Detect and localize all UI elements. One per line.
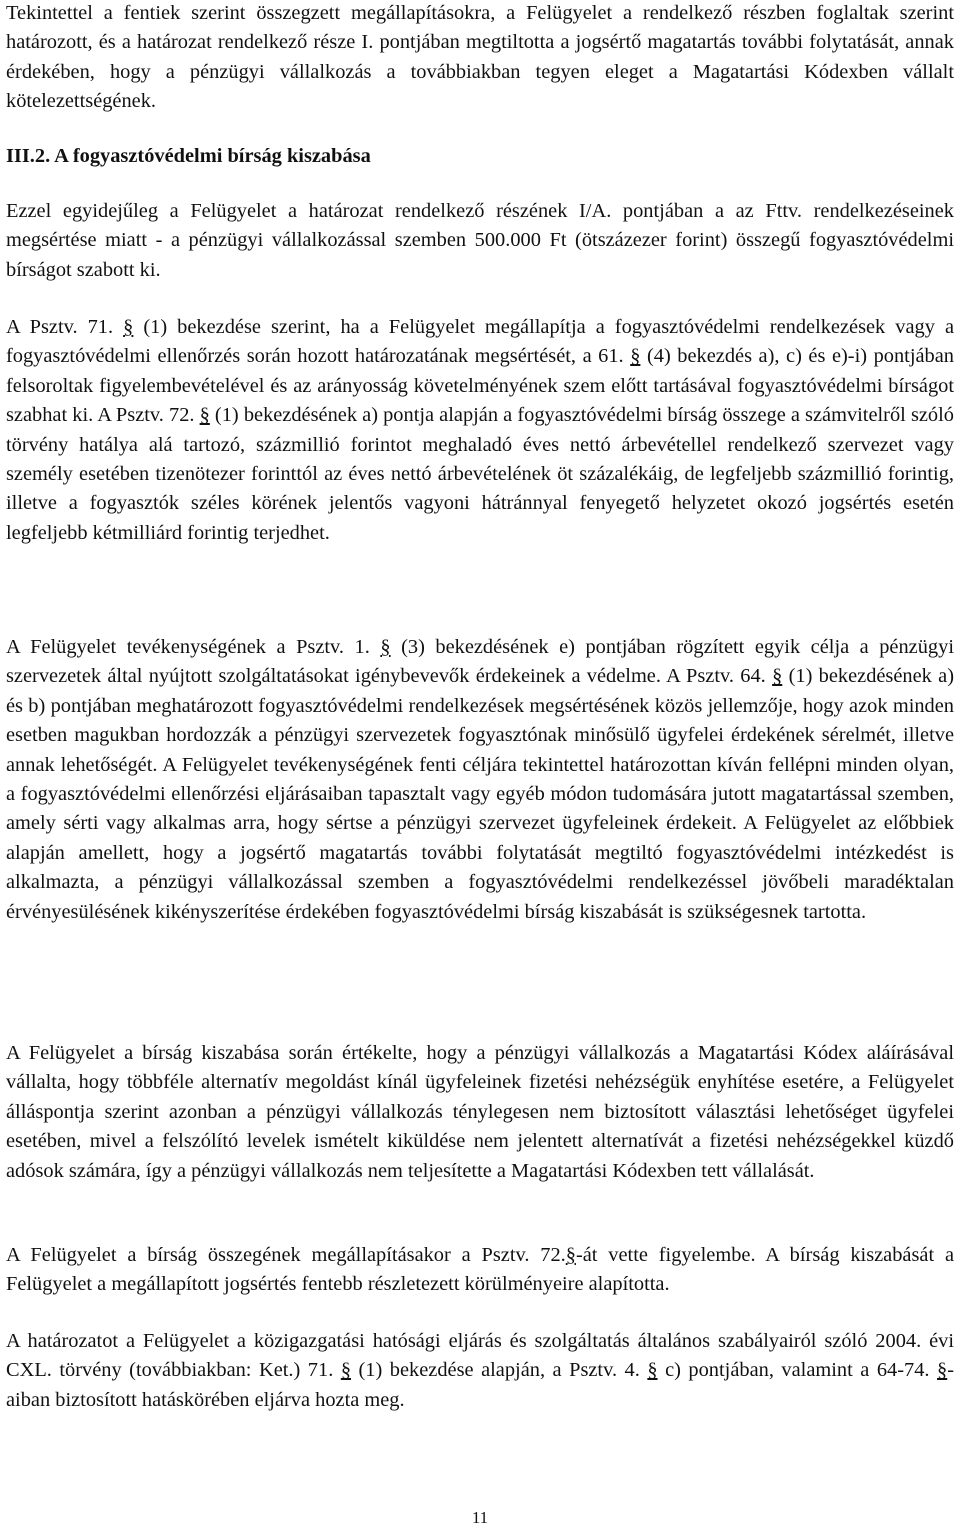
section-sign: § (380, 636, 391, 658)
section-sign: § (937, 1359, 948, 1382)
paragraph-legal-basis: A Psztv. 71. § (1) bekezdése szerint, ha a Felügyelet megállapítja a fogyasztóvédelmi rendelkezések vagy a fogyasztóvédelmi ellenőrzés során hozott határozatának megsértését, a 61. § (4) bekezdés a), c) és e)-i) pontjában felsoroltak figyelembevételével és az arányosság követelményének szem előtt tartásával fogyasztóvédelmi bírságot szabhat ki. A Psztv. 72. § (1) bekezdésének a) pontja alapján a fogyasztóvédelmi bírság összege a számvitelről szóló törvény hatálya alá tartozó, százmillió forintot meghaladó éves nettó árbevétellel rendelkező szervezet vagy személy esetében tizenötezer forinttól az éves nettó árbevételének öt százalékáig, de legfeljebb százmillió forintig, illetve a fogyasztók széles körének jelentős vagyoni hátránnyal fenyegető helyzetet okozó jogsértés esetén legfeljebb kétmilliárd forintig terjedhet. (6, 316, 955, 544)
section-sign: § (647, 1359, 658, 1382)
paragraph-amount: A Felügyelet a bírság összegének megállapításakor a Psztv. 72.§-át vette figyelembe. A bírság kiszabását a Felügyelet a megállapított jogsértés fentebb részletezett körülményeire alapította. (6, 1244, 954, 1296)
section-sign: § (565, 1244, 576, 1266)
section-sign: § (630, 345, 641, 368)
paragraph-intro: Tekintettel a fentiek szerint összegzett megállapításokra, a Felügyelet a rendelkező részben foglaltak szerint határozott, és a határozat rendelkező része I. pontjában megtiltotta a jogsértő magatartás további folytatását, annak érdekében, hogy a pénzügyi vállalkozás a továbbiakban tegyen eleget a Magatartási Kódexben vállalt kötelezettségének. (6, 2, 954, 113)
paragraph-authority: A határozatot a Felügyelet a közigazgatási hatósági eljárás és szolgáltatás általános szabályairól szóló 2004. évi CXL. törvény (továbbiakban: Ket.) 71. § (1) bekezdése alapján, a Psztv. 4. § c) pontjában, valamint a 64-74. §-aiban biztosított hatáskörében eljárva hozta meg. (6, 1330, 954, 1411)
section-sign: § (199, 404, 210, 427)
paragraph-purpose: A Felügyelet tevékenységének a Psztv. 1. § (3) bekezdésének e) pontjában rögzített egyik célja a pénzügyi szervezetek által nyújtott szolgáltatásokat igénybevevők érdekeinek a védelme. A Psztv. 64. § (1) bekezdésének a) és b) pontjában meghatározott fogyasztóvédelmi rendelkezések megsértésének közös jellemzője, hogy azok minden esetben magukban hordozzák a pénzügyi szervezetek fogyasztónak minősülő ügyfelei érdekének sérelmét, illetve annak lehetőségét. A Felügyelet tevékenységének fenti céljára tekintettel határozottan kíván fellépni minden olyan, a fogyasztóvédelmi ellenőrzési eljárásaiban tapasztalt vagy egyéb módon tudomására jutott magatartással szemben, amely sérti vagy alkalmas arra, hogy sértse a pénzügyi szervezet ügyfeleinek érdekeit. A Felügyelet az előbbiek alapján amellett, hogy a jogsértő magatartás további folytatását megtiltó fogyasztóvédelmi intézkedést is alkalmazta, a pénzügyi vállalkozással szemben a fogyasztóvédelmi rendelkezéssel jövőbeli maradéktalan érvényesülésének kikényszerítése érdekében fogyasztóvédelmi bírság kiszabását is szükségesnek tartotta. (6, 636, 955, 923)
section-sign: § (340, 1359, 352, 1382)
paragraph-fine: Ezzel egyidejűleg a Felügyelet a határozat rendelkező részének I/A. pontjában a az Fttv. rendelkezéseinek megsértése miatt - a pénzügyi vállalkozással szemben 500.000 Ft (ötszázezer forint) összegű fogyasztóvédelmi bírságot szabott ki. (6, 200, 954, 281)
section-sign: § (772, 665, 783, 688)
paragraph-evaluation: A Felügyelet a bírság kiszabása során értékelte, hogy a pénzügyi vállalkozás a Magatartási Kódex aláírásával vállalta, hogy többféle alternatív megoldást kínál ügyfeleinek fizetési nehézségük enyhítése esetére, a Felügyelet álláspontja szerint azonban a pénzügyi vállalkozás ténylegesen nem biztosított választási lehetőséget ügyfelei esetében, mivel a felszólító levelek ismételt kiküldése nem jelentett alternatívát a fizetési nehézségekkel küzdő adósok számára, így a pénzügyi vállalkozás nem teljesítette a Magatartási Kódexben tett vállalását. (6, 1042, 954, 1182)
page-number: 11 (471, 1508, 489, 1527)
section-sign: § (123, 316, 134, 338)
section-heading: III.2. A fogyasztóvédelmi bírság kiszabása (6, 145, 371, 167)
